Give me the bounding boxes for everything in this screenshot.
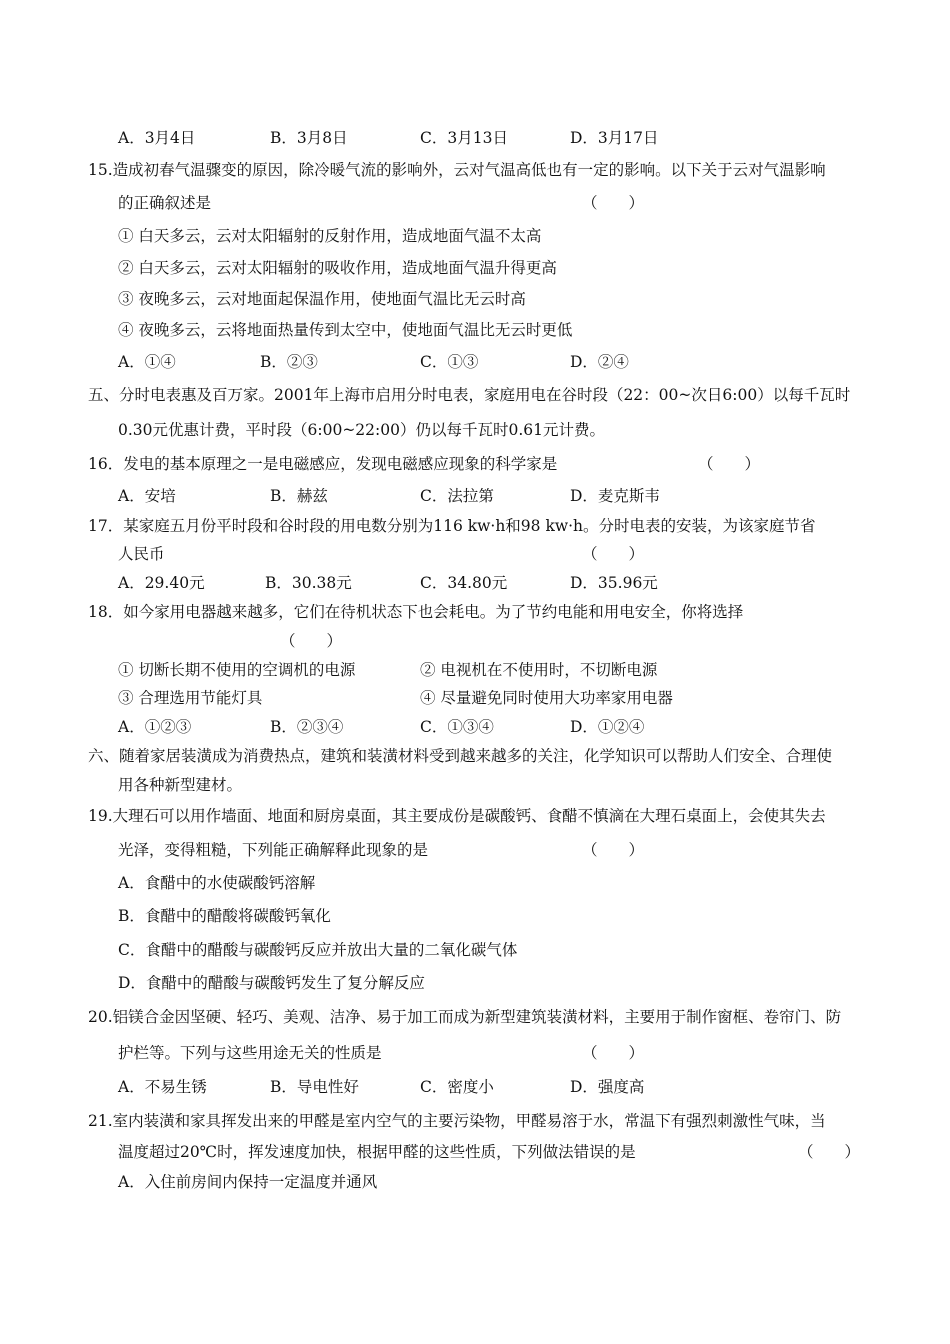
q15-stem-line1: 15.造成初春气温骤变的原因，除冷暖气流的影响外，云对气温高低也有一定的影响。以下关于云对气温影响 bbox=[88, 161, 826, 179]
q19-stem-line2: 光泽，变得粗糙，下列能正确解释此现象的是 bbox=[118, 841, 429, 859]
q15-answer-paren: （ ） bbox=[582, 194, 645, 212]
q20-stem-line1: 20.铝镁合金因坚硬、轻巧、美观、洁净、易于加工而成为新型建筑装潢材料，主要用于制作窗框、卷帘门、防 bbox=[88, 1008, 842, 1026]
section6-intro-line2: 用各种新型建材。 bbox=[118, 776, 243, 794]
q17-answer-paren: （ ） bbox=[582, 545, 645, 563]
q16-option-b: B．赫兹 bbox=[270, 487, 328, 505]
q16-option-a: A．安培 bbox=[118, 487, 176, 505]
q20-option-d: D．强度高 bbox=[570, 1078, 645, 1096]
q16-option-d: D．麦克斯韦 bbox=[570, 487, 660, 505]
q14-option-c: C．3月13日 bbox=[420, 129, 508, 147]
q15-option-b: B．②③ bbox=[260, 353, 318, 371]
q19-option-d: D．食醋中的醋酸与碳酸钙发生了复分解反应 bbox=[118, 974, 425, 992]
q15-option-c: C．①③ bbox=[420, 353, 479, 371]
q16-answer-paren: （ ） bbox=[698, 455, 761, 473]
q16-stem: 16．发电的基本原理之一是电磁感应，发现电磁感应现象的科学家是 bbox=[88, 455, 558, 473]
q18-item-3: ③ 合理选用节能灯具 bbox=[118, 689, 263, 707]
q21-stem-line2: 温度超过20℃时，挥发速度加快，根据甲醛的这些性质，下列做法错误的是 bbox=[118, 1143, 636, 1161]
q15-item-4: ④ 夜晚多云，云将地面热量传到太空中，使地面气温比无云时更低 bbox=[118, 321, 573, 339]
q16-option-c: C．法拉第 bbox=[420, 487, 494, 505]
section5-intro-line2: 0.30元优惠计费，平时段（6:00~22:00）仍以每千瓦时0.61元计费。 bbox=[118, 421, 605, 439]
q18-option-b: B．②③④ bbox=[270, 718, 344, 736]
q21-option-a: A．入住前房间内保持一定温度并通风 bbox=[118, 1173, 378, 1191]
q21-answer-paren: （ ） bbox=[798, 1143, 861, 1161]
q21-stem-line1: 21.室内装潢和家具挥发出来的甲醛是室内空气的主要污染物，甲醛易溶于水，常温下有强烈刺激性气味，当 bbox=[88, 1112, 826, 1130]
q17-stem-line2: 人民币 bbox=[118, 545, 165, 563]
q20-option-b: B．导电性好 bbox=[270, 1078, 359, 1096]
q18-item-2: ② 电视机在不使用时，不切断电源 bbox=[420, 661, 658, 679]
q15-stem-line2: 的正确叙述是 bbox=[118, 194, 212, 212]
q18-option-d: D．①②④ bbox=[570, 718, 645, 736]
q17-option-c: C．34.80元 bbox=[420, 574, 508, 592]
q15-item-2: ② 白天多云，云对太阳辐射的吸收作用，造成地面气温升得更高 bbox=[118, 259, 557, 277]
q18-item-4: ④ 尽量避免同时使用大功率家用电器 bbox=[420, 689, 673, 707]
q17-stem-line1: 17．某家庭五月份平时段和谷时段的用电数分别为116 kw·h和98 kw·h。分时电表的安装，为该家庭节省 bbox=[88, 517, 816, 535]
q19-answer-paren: （ ） bbox=[582, 841, 645, 859]
q19-stem-line1: 19.大理石可以用作墙面、地面和厨房桌面，其主要成份是碳酸钙、食醋不慎滴在大理石桌面上，会使其失去 bbox=[88, 807, 826, 825]
q15-item-3: ③ 夜晚多云，云对地面起保温作用，使地面气温比无云时高 bbox=[118, 290, 526, 308]
q15-option-d: D．②④ bbox=[570, 353, 629, 371]
q18-option-a: A．①②③ bbox=[118, 718, 192, 736]
q14-option-a: A．3月4日 bbox=[118, 129, 196, 147]
q19-option-c: C．食醋中的醋酸与碳酸钙反应并放出大量的二氧化碳气体 bbox=[118, 941, 518, 959]
q15-option-a: A．①④ bbox=[118, 353, 176, 371]
q18-option-c: C．①③④ bbox=[420, 718, 494, 736]
section6-intro-line1: 六、随着家居装潢成为消费热点，建筑和装潢材料受到越来越多的关注，化学知识可以帮助人们安全、合理使 bbox=[88, 747, 833, 765]
q20-option-c: C．密度小 bbox=[420, 1078, 494, 1096]
q17-option-a: A．29.40元 bbox=[118, 574, 205, 592]
q17-option-d: D．35.96元 bbox=[570, 574, 658, 592]
q18-stem: 18．如今家用电器越来越多，它们在待机状态下也会耗电。为了节约电能和用电安全，你将选择 bbox=[88, 603, 744, 621]
section5-intro-line1: 五、分时电表惠及百万家。2001年上海市启用分时电表，家庭用电在谷时段（22：00~次日6:00）以每千瓦时 bbox=[88, 386, 851, 404]
q15-item-1: ① 白天多云，云对太阳辐射的反射作用，造成地面气温不太高 bbox=[118, 227, 542, 245]
q20-stem-line2: 护栏等。下列与这些用途无关的性质是 bbox=[118, 1044, 382, 1062]
q18-answer-paren: （ ） bbox=[280, 632, 343, 650]
q14-option-d: D．3月17日 bbox=[570, 129, 659, 147]
q20-option-a: A．不易生锈 bbox=[118, 1078, 207, 1096]
q17-option-b: B．30.38元 bbox=[265, 574, 352, 592]
q19-option-b: B．食醋中的醋酸将碳酸钙氧化 bbox=[118, 907, 331, 925]
q19-option-a: A．食醋中的水使碳酸钙溶解 bbox=[118, 874, 316, 892]
q20-answer-paren: （ ） bbox=[582, 1044, 645, 1062]
q18-item-1: ① 切断长期不使用的空调机的电源 bbox=[118, 661, 356, 679]
q14-option-b: B．3月8日 bbox=[270, 129, 348, 147]
